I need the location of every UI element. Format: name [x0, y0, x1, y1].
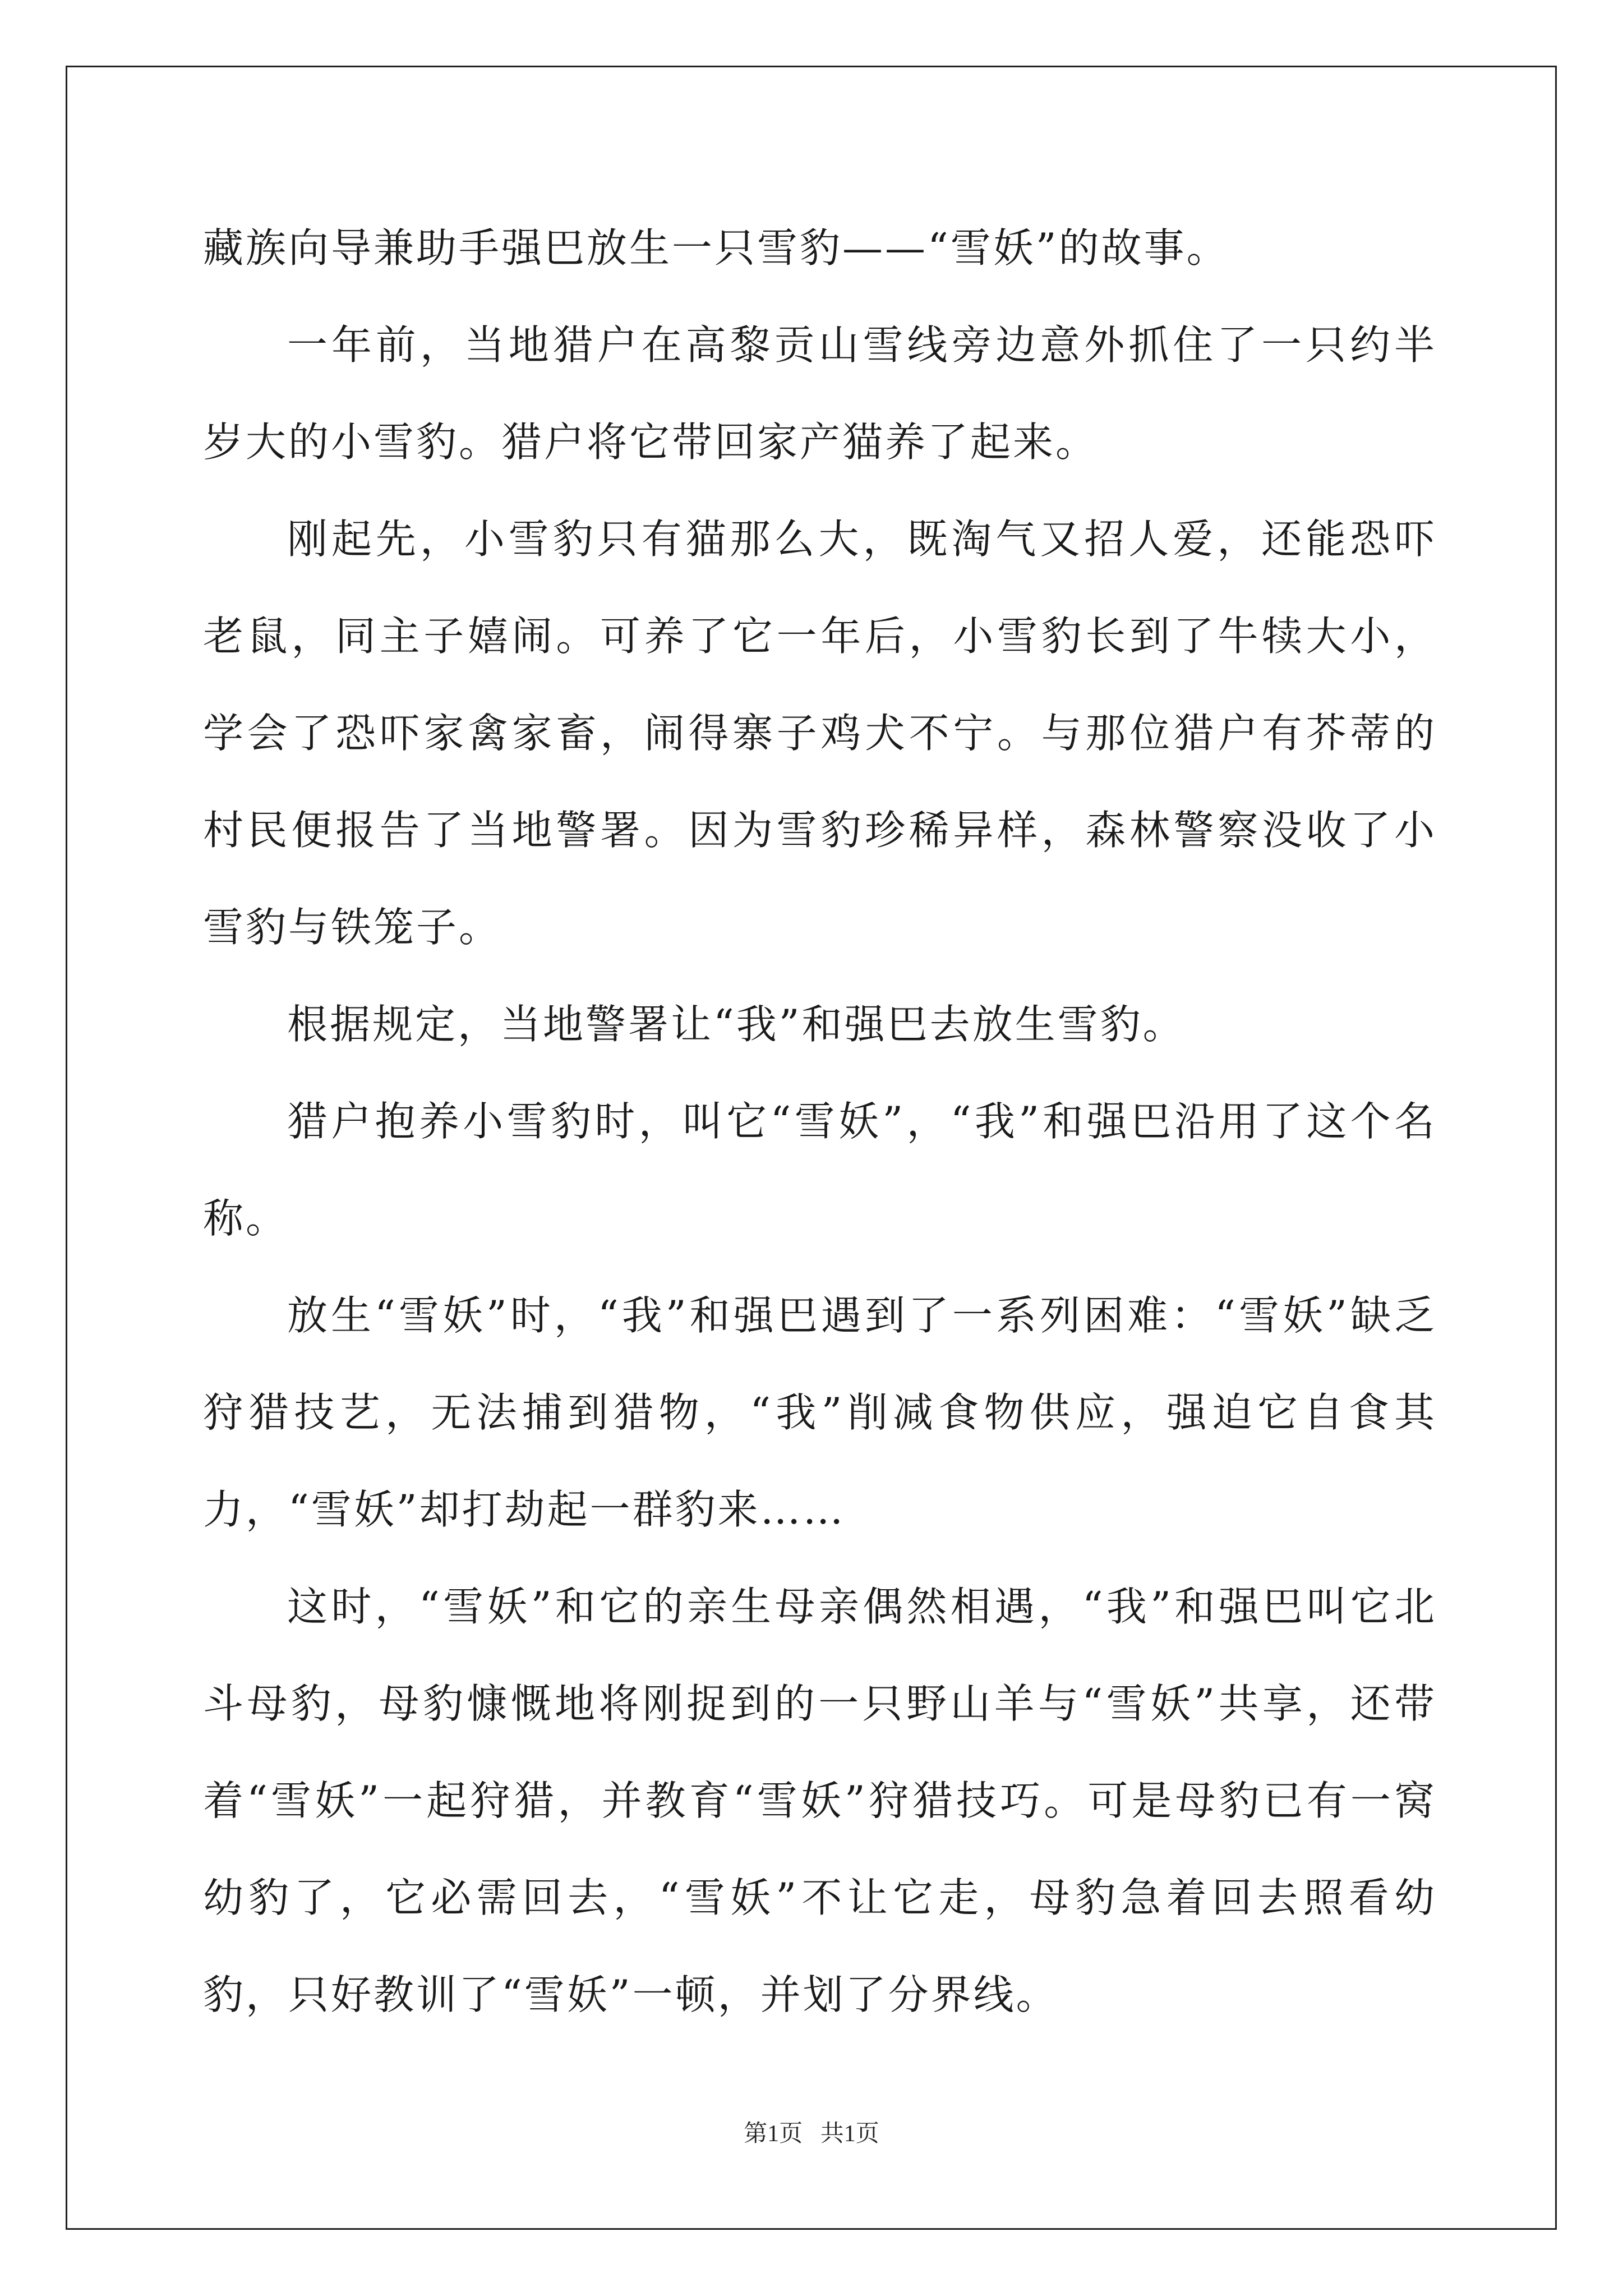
document-body: [203, 200, 1437, 2044]
paragraph-3: 刚起先，小雪豹只有猫那么大，既淘气又招人爱，还能恐吓老鼠，同主子嬉闹。可养了它一年后，小雪豹长到了牛犊大小，学会了恐吓家禽家畜，闹得寨子鸡犬不宁。与那位猎户有芥蒂的村民便报告了当地警署。因为雪豹珍稀异样，森林警察没收了小雪豹与铁笼子。: [203, 516, 1437, 951]
paragraph-5: 猎户抱养小雪豹时，叫它“雪妖”，“我”和强巴沿用了这个名称。: [203, 1098, 1437, 1242]
paragraph-1: 藏族向导兼助手强巴放生一只雪豹——“雪妖”的故事。: [203, 224, 1229, 272]
paragraph-7: 这时，“雪妖”和它的亲生母亲偶然相遇，“我”和强巴叫它北斗母豹，母豹慷慨地将刚捉到的一只野山羊与“雪妖”共享，还带着“雪妖”一起狩猎，并教育“雪妖”狩猎技巧。可是母豹已有一窝幼豹了，它必需回去，“雪妖”不让它走，母豹急着回去照看幼豹，只好教训了“雪妖”一顿，并划了分界线。: [203, 1583, 1437, 2018]
paragraph-6: 放生“雪妖”时，“我”和强巴遇到了一系列困难：“雪妖”缺乏狩猎技艺，无法捕到猎物，“我”削减食物供应，强迫它自食其力，“雪妖”却打劫起一群豹来……: [203, 1292, 1437, 1533]
paragraph-2: 一年前，当地猎户在高黎贡山雪线旁边意外抓住了一只约半岁大的小雪豹。猎户将它带回家产猫养了起来。: [203, 321, 1437, 466]
page-number-footer: 第1页 共1页: [744, 2121, 879, 2147]
paragraph-4: 根据规定，当地警署让“我”和强巴去放生雪豹。: [287, 1001, 1186, 1048]
